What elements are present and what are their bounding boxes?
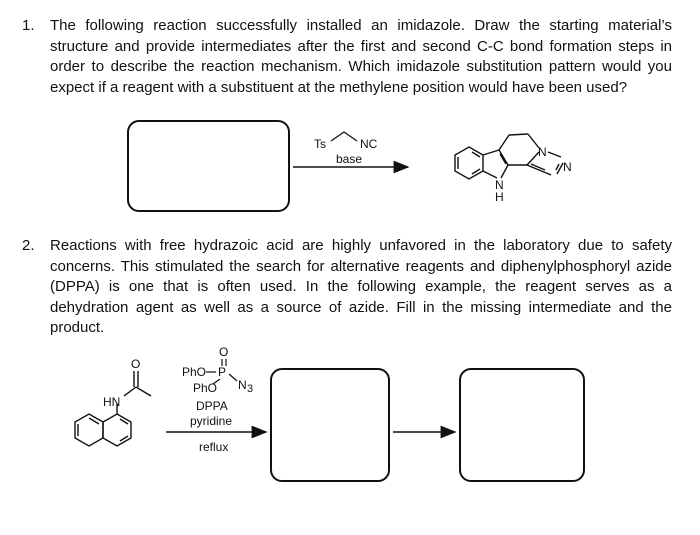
- tosyl-label: Ts: [314, 137, 326, 151]
- dppa-pho-top-label: PhO: [182, 365, 207, 379]
- amide-oxygen-label: O: [131, 357, 141, 371]
- reflux-condition-label: reflux: [199, 440, 229, 454]
- dppa-condition-label: DPPA: [196, 399, 228, 413]
- dppa-azide-label: N: [238, 378, 247, 392]
- amide-nh-label: HN: [103, 395, 121, 409]
- dppa-oxygen-label: O: [219, 345, 229, 359]
- indole-h-label: H: [495, 190, 504, 204]
- question-2-number: 2.: [22, 237, 35, 254]
- indole-n-label: N: [495, 178, 504, 192]
- question-2-text: Reactions with free hydrazoic acid are highly unfavored in the laboratory due to safety concerns. This stimulated the search for alternative reagents and diphenylphosphoryl azide (DPPA) is one that is often used. In the following example, the reagent serves as a dehydration agent as well as a source of azide. Fill in the missing intermediate and the product.: [50, 237, 672, 336]
- imidazole-n3-label: N: [563, 160, 572, 174]
- dppa-pho-bottom-label: PhO: [193, 381, 218, 395]
- question-1-text: The following reaction successfully installed an imidazole. Draw the starting material’s structure and provide intermediates after the first and second C-C bond formation steps in order to describe the reaction mechanism. Which imidazole substitution pattern would you expect if a reagent with a substituent at the methylene position would have been used?: [50, 17, 672, 96]
- question-1-number: 1.: [22, 17, 35, 34]
- dppa-phosphorus-label: P: [218, 365, 227, 379]
- dppa-azide-subscript: 3: [247, 383, 254, 395]
- tosmic-reagent: [314, 132, 378, 151]
- imidazole-product-structure: [455, 134, 563, 179]
- pyridine-condition-label: pyridine: [190, 414, 233, 428]
- imidazole-n1-label: N: [538, 145, 547, 159]
- dppa-reagent-structure: [182, 345, 253, 395]
- base-condition-label: base: [336, 152, 363, 166]
- isocyanide-label: NC: [360, 137, 378, 151]
